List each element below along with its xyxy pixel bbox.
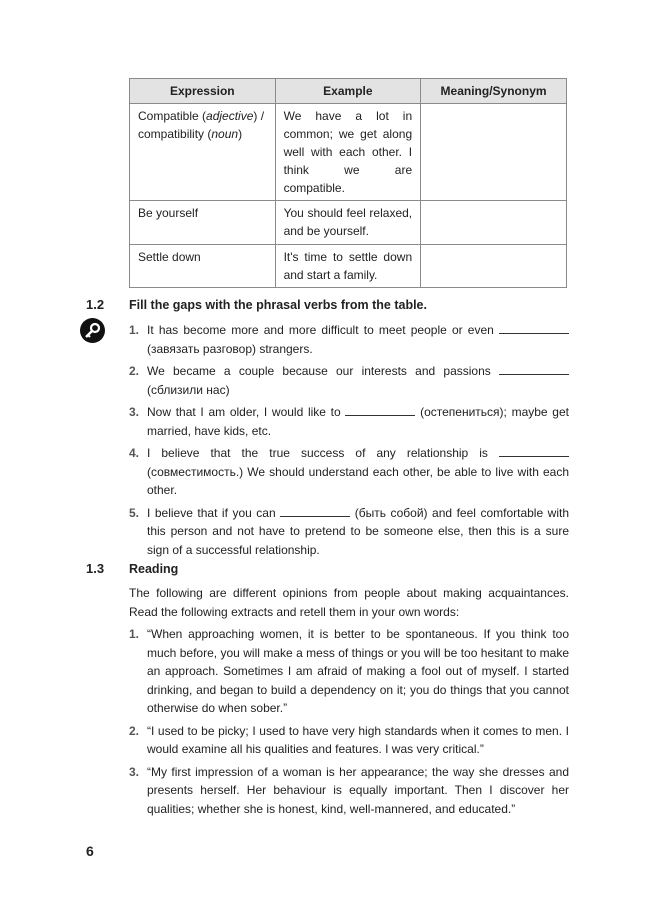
- reading-list: [129, 625, 569, 822]
- item-number: 4.: [129, 446, 140, 460]
- blank-input[interactable]: [345, 405, 415, 416]
- text: Compatible (: [138, 109, 207, 123]
- item-text: “I used to be picky; I used to have very high standards when it comes to men. I would examine all his qualities and features. I was very critical.”: [147, 723, 569, 756]
- section-title: Fill the gaps with the phrasal verbs from the table.: [129, 298, 427, 312]
- reading-intro: The following are different opinions from people about making acquaintances. Read the following extracts and retell them in your own words:: [129, 586, 569, 619]
- cell-example: We have a lot in common; we get along well with each other. I think we are compatible.: [275, 104, 421, 201]
- section-number: 1.2: [86, 297, 105, 312]
- text: (сблизили нас): [147, 382, 230, 397]
- text: (завязать разговор) strangers.: [147, 341, 313, 356]
- header-expression: Expression: [130, 79, 276, 104]
- text: I believe that the true success of any relationship is: [147, 446, 488, 460]
- key-icon: [80, 318, 105, 343]
- item-number: 1.: [129, 627, 140, 641]
- vocabulary-table: [129, 78, 567, 288]
- item-number: 2.: [129, 364, 140, 378]
- header-meaning: Meaning/Synonym: [421, 79, 567, 104]
- text: adjective: [206, 109, 254, 123]
- list-item: [129, 722, 569, 759]
- cell-expression: Be yourself: [130, 201, 276, 245]
- text: ): [238, 127, 243, 141]
- list-item: [129, 504, 569, 560]
- cell-expression: Settle down: [130, 245, 276, 288]
- page-number: 6: [86, 843, 94, 859]
- text: ) / compatibility (: [138, 109, 265, 141]
- section-title: Reading: [129, 562, 179, 576]
- header-example: Example: [275, 79, 421, 104]
- table-row: [130, 201, 567, 245]
- item-number: 3.: [129, 405, 140, 419]
- cell-example: You should feel relaxed, and be yourself.: [275, 201, 421, 245]
- item-text: “When approaching women, it is better to be spontaneous. If you think too much before, you will make a mess of things or you will be too hesitant to make an approach. Sometimes I am afraid of making a fool out of myself. I started drinking, and began to build a dependency on it; you do things that you cannot otherwise do when sober.”: [147, 627, 569, 715]
- item-text: “My first impression of a woman is her appearance; the way she dresses and presents herself. Her behaviour is equally important. Then I discover her qualities; whether she is honest, kind, well-mannered, and educated.”: [147, 764, 569, 816]
- section-number: 1.3: [86, 561, 105, 576]
- exercise-list: [129, 321, 569, 563]
- text: We became a couple because our interests and passions: [147, 364, 491, 378]
- blank-input[interactable]: [499, 323, 569, 334]
- cell-expression: [130, 104, 276, 201]
- text: (остепениться); maybe get married, have kids, etc.: [147, 405, 569, 438]
- list-item: [129, 403, 569, 440]
- blank-input[interactable]: [499, 446, 569, 457]
- list-item: [129, 763, 569, 819]
- text: (совместимость.) We should understand each other, be able to live with each other.: [147, 464, 569, 497]
- item-number: 3.: [129, 764, 140, 779]
- item-number: 5.: [129, 505, 140, 520]
- cell-meaning[interactable]: [421, 245, 567, 288]
- list-item: [129, 321, 569, 358]
- table-row: [130, 104, 567, 201]
- table-header-row: [130, 79, 567, 104]
- text: It has become more and more difficult to meet people or even: [147, 323, 494, 337]
- text: noun: [211, 127, 239, 141]
- table-row: [130, 245, 567, 288]
- list-item: [129, 444, 569, 500]
- cell-meaning[interactable]: [421, 104, 567, 201]
- cell-example: It's time to settle down and start a family.: [275, 245, 421, 288]
- text: Now that I am older, I would like to: [147, 405, 341, 419]
- blank-input[interactable]: [280, 506, 350, 517]
- text: (быть собой) and feel comfortable with this person and not have to pretend to be someone else, then this is a sure sign of a successful relationship.: [147, 505, 570, 557]
- text: I believe that if you can: [147, 505, 276, 520]
- item-number: 2.: [129, 723, 140, 738]
- item-number: 1.: [129, 323, 140, 337]
- list-item: [129, 362, 569, 399]
- blank-input[interactable]: [499, 364, 569, 375]
- cell-meaning[interactable]: [421, 201, 567, 245]
- list-item: [129, 625, 569, 718]
